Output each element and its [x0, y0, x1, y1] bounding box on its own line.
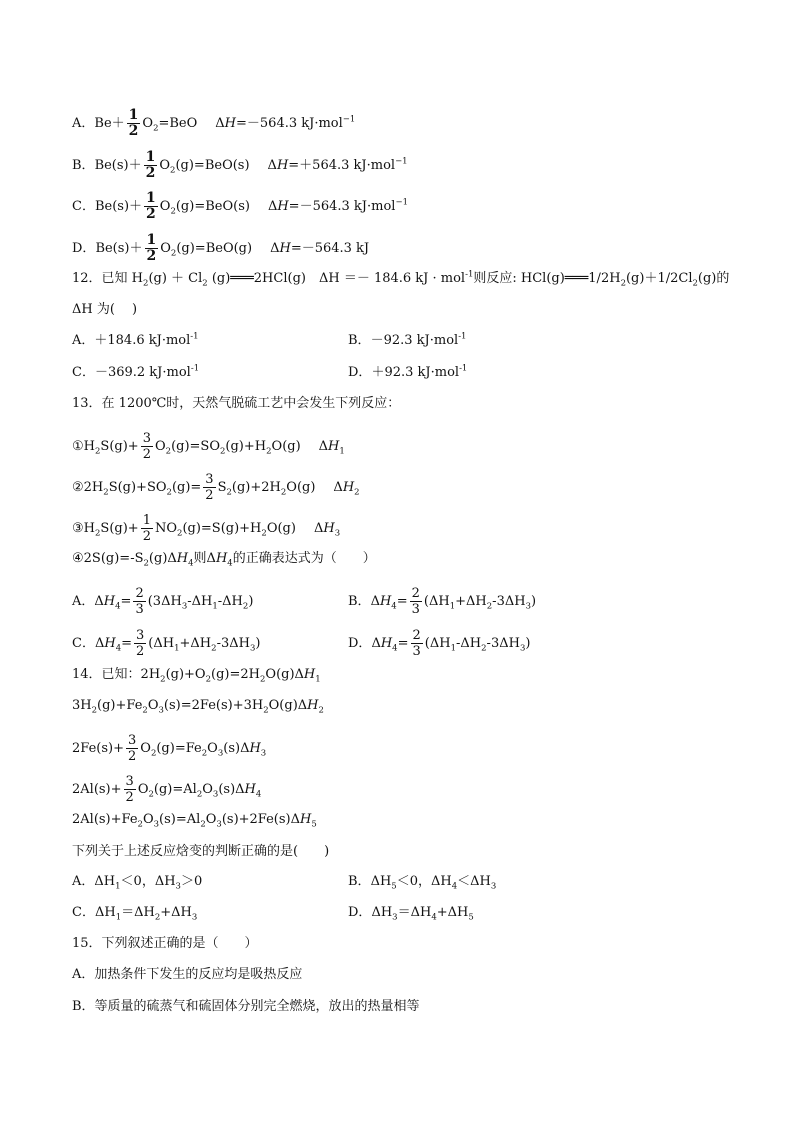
fraction: $\frac{2}{3}$	[411, 586, 420, 617]
q13-reaction-3: $③H_2S(g)+$ $\frac{1}{2}$ $NO_2(g)=S(g)+H_2O(g)$ $\Delta H_3$	[72, 513, 341, 544]
fraction: $\frac{3}{2}$	[125, 774, 134, 805]
fraction: $\frac{3}{2}$	[142, 431, 151, 462]
q14-reaction-2: $3H_2(g)+Fe_2O_3(s)=2Fe(s)+3H_2O(g)\Delta H_2$	[72, 698, 324, 716]
q11-option-b: B．Be(s)＋ $\frac{1}{2}$ $O_2(g)=BeO(s)$ ΔH=＋564.3 kJ·mol$^{-1}$	[72, 149, 408, 181]
fraction: $\frac{1}{2}$	[142, 513, 151, 544]
fraction: $\frac{2}{3}$	[135, 586, 144, 617]
q12-stem: 12．已知 $H_2(g) + Cl_2$ (g)═══2HCl(g) ΔH ＝－ 184.6 kJ · mol$^{-1}$则反应: $HCl(g)═══1/2H_2(g)+1/2Cl_2(g)$的	[72, 269, 730, 289]
q11-option-d: D．Be(s)＋ $\frac{1}{2}$ $O_2(g)=BeO(g)$ ΔH=－564.3 kJ	[72, 232, 370, 264]
q13-reaction-1: $①H_2S(g)+$ $\frac{3}{2}$ $O_2(g)=SO_2(g)+H_2O(g)$ $\Delta H_1$	[72, 431, 345, 462]
q13-option-b: B．$\Delta H_4=$ $\frac{2}{3}$ $(\Delta H_1+\Delta H_2-3\Delta H_3)$	[348, 586, 537, 617]
fraction: $\frac{1}{2}$	[128, 107, 139, 139]
q12-option-d: D．＋92.3 kJ·mol$^{-1}$	[348, 363, 468, 380]
q13-reaction-2: $②2H_2S(g)+SO_2(g)=$ $\frac{3}{2}$ $S_2(g)+2H_2O(g)$ $\Delta H_2$	[72, 472, 360, 503]
fraction: $\frac{1}{2}$	[145, 149, 156, 181]
q13-option-c: C．$\Delta H_4=$ $\frac{3}{2}$ $(\Delta H_1+\Delta H_2-3\Delta H_3)$	[72, 628, 261, 659]
q15-option-b: B．等质量的硫蒸气和硫固体分别完全燃烧，放出的热量相等	[72, 999, 420, 1014]
q14-reaction-4: 2Al(s)+ $\frac{3}{2}$ $O_2(g)=Al_2O_3(s)\Delta H_4$	[72, 774, 262, 805]
q14-reaction-5: $2Al(s)+Fe_2O_3(s)=Al_2O_3(s)+2Fe(s)\Delta H_5$	[72, 812, 317, 830]
q15-option-a: A．加热条件下发生的反应均是吸热反应	[72, 967, 303, 982]
q14-option-a: A．$\Delta H_1<0$，$\Delta H_3>0$	[72, 874, 203, 892]
q11-option-c: C．Be(s)＋ $\frac{1}{2}$ $O_2(g)=BeO(s)$ ΔH=－564.3 kJ·mol$^{-1}$	[72, 190, 408, 222]
fraction: $\frac{1}{2}$	[146, 190, 156, 222]
fraction: $\frac{3}{2}$	[127, 733, 137, 764]
q13-option-d: D．$\Delta H_4=$ $\frac{2}{3}$ $(\Delta H_1-\Delta H_2-3\Delta H_3)$	[348, 628, 531, 659]
q12-stem-line2: ΔH 为( )	[72, 302, 138, 317]
q12-option-c: C．－369.2 kJ·mol$^{-1}$	[72, 363, 200, 380]
fraction: $\frac{1}{2}$	[146, 232, 157, 264]
q15-stem: 15．下列叙述正确的是（ ）	[72, 936, 258, 951]
q13-stem: 13．在 1200℃时，天然气脱硫工艺中会发生下列反应：	[72, 396, 401, 411]
q11-option-a: A．Be＋ $\frac{1}{2}$ $O_2=BeO$ ΔH=－564.3 kJ·mol$^{-1}$	[72, 107, 356, 139]
q13-option-a: A．$\Delta H_4=$ $\frac{2}{3}$ $(3\Delta H_3-\Delta H_1-\Delta H_2)$	[72, 586, 254, 617]
q14-reaction-3: 2Fe(s)+ $\frac{3}{2}$ $O_2(g)=Fe_2O_3(s)\Delta H_3$	[72, 733, 267, 764]
fraction: $\frac{2}{3}$	[412, 628, 421, 659]
fraction: $\frac{3}{2}$	[136, 628, 145, 659]
q14-stem: 14．已知：$2H_2(g)+O_2(g)=2H_2O(g)\Delta H_1$	[72, 667, 321, 685]
q13-reaction-4: $④2S(g)=-S_2(g)\Delta H_4$则$\Delta H_4$的正确表达式为（ ）	[72, 551, 376, 569]
q12-option-a: A．＋184.6 kJ·mol$^{-1}$	[72, 331, 199, 348]
q14-question: 下列关于上述反应焓变的判断正确的是( )	[72, 844, 330, 859]
q14-option-d: D．$\Delta H_3=\Delta H_4+\Delta H_5$	[348, 905, 474, 923]
q14-option-c: C．$\Delta H_1=\Delta H_2+\Delta H_3$	[72, 905, 198, 923]
q14-option-b: B．$\Delta H_5<0$，$\Delta H_4<\Delta H_3$	[348, 874, 497, 892]
q12-option-b: B．－92.3 kJ·mol$^{-1}$	[348, 331, 467, 348]
fraction: $\frac{3}{2}$	[205, 472, 214, 503]
